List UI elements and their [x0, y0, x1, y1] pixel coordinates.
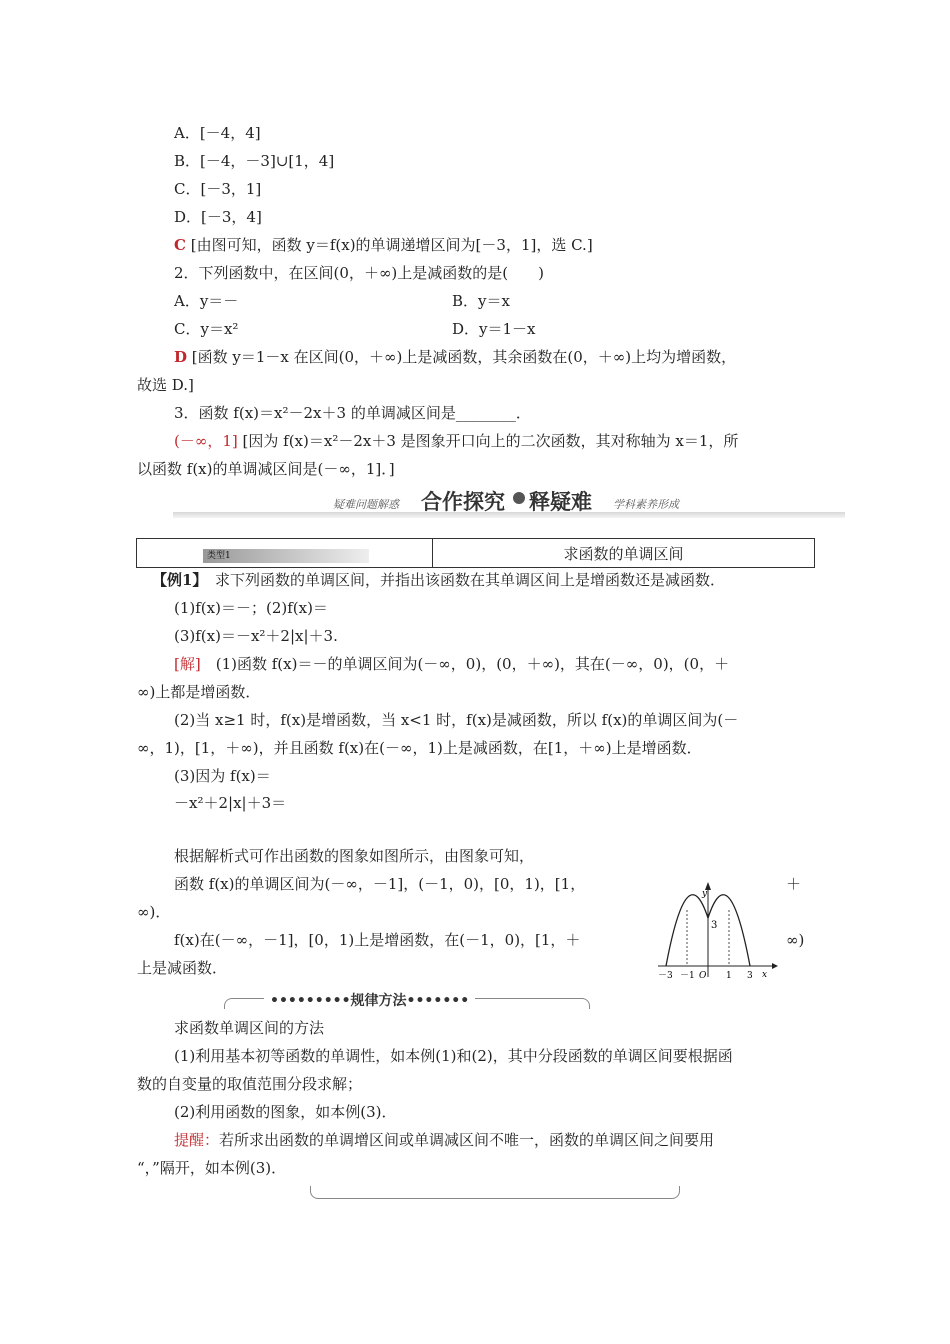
solution-3-expr: －x²＋2|x|＋3＝ [174, 794, 287, 812]
q3-answer [174, 431, 738, 451]
q2-option-d: D．y＝1－x [452, 320, 536, 338]
option-c: C．[－3，1] [174, 180, 262, 198]
solution-1-cont: ∞)上都是增函数． [137, 683, 261, 701]
q2-option-c: C．y＝x² [174, 320, 239, 338]
solution-2: (2)当 x≥1 时，f(x)是增函数，当 x<1 时，f(x)是减函数，所以 f(x)的单调区间为(－ [174, 711, 739, 729]
answer-text: [因为 f(x)＝x²－2x＋3 是图象开口向上的二次函数，其对称轴为 x＝1，所 [242, 432, 739, 450]
example-parts-12: (1)f(x)＝－；(2)f(x)＝ [174, 599, 328, 617]
example-stem [152, 570, 725, 590]
solution-2-cont: ∞，1)，[1，＋∞)，并且函数 f(x)在(－∞，1)上是减函数，在[1，＋∞)上是增函数． [137, 739, 702, 757]
q2-answer [174, 347, 736, 367]
label-neg1: －1 [680, 971, 695, 980]
q1-answer [174, 235, 593, 255]
tip-text: 若所求出函数的单调增区间或单调减区间不唯一，函数的单调区间之间要用 [219, 1131, 715, 1149]
banner-left-caption: 疑难问题解惑 [333, 498, 399, 511]
solution-3: (3)因为 f(x)＝ [174, 767, 271, 785]
section-banner [173, 486, 845, 524]
y-label: y [702, 889, 708, 899]
q2-option-a: A．y＝－ [174, 292, 239, 310]
banner-arrow-icon [513, 492, 525, 504]
example-text: 求下列函数的单调区间，并指出该函数在其单调区间上是增函数还是减函数． [199, 571, 725, 589]
answer-text: [函数 y＝1－x 在区间(0，＋∞)上是减函数，其余函数在(0，＋∞)上均为增函数， [191, 348, 737, 366]
option-a: A．[－4，4] [174, 124, 261, 142]
banner-right-caption: 学科素养形成 [613, 498, 679, 511]
answer-text: [由图可知，函数 y＝f(x)的单调递增区间为[－3，1]，选 C.] [190, 236, 593, 254]
solution-1-text: (1)函数 f(x)＝－的单调区间为(－∞，0)，(0，＋∞)，其在(－∞，0)，(0，＋ [200, 655, 730, 673]
type-tag: 类型1 [203, 549, 369, 563]
example-label: 【例1】 [152, 571, 200, 589]
solution-3-monotonic: f(x)在(－∞，－1]，[0，1)上是增函数，在(－1，0)，[1，＋ [174, 931, 581, 949]
q3-answer-cont: 以函数 f(x)的单调减区间是(－∞，1]．] [137, 460, 395, 478]
option-d: D．[－3，4] [174, 208, 262, 226]
banner-title-a: 合作探究 [421, 489, 505, 514]
method-tip [174, 1130, 714, 1150]
answer-red: (－∞，1] [174, 432, 238, 450]
type-table [136, 538, 815, 568]
method-title: •••••••••规律方法••••••• [264, 990, 475, 1010]
method-bottom-arc [310, 1186, 680, 1199]
solution-tag: [解] [174, 655, 201, 673]
answer-letter: C [174, 236, 186, 254]
label-neg3: －3 [658, 971, 673, 980]
q2-answer-cont: 故选 D.] [137, 376, 194, 394]
method-2: (2)利用函数的图象，如本例(3)． [174, 1103, 397, 1121]
solution-3-intervals-end: ＋ [786, 875, 802, 893]
tip-label: 提醒： [174, 1131, 220, 1149]
solution-3-monotonic-cont: 上是减函数． [137, 959, 228, 977]
q2-stem: 2．下列函数中，在区间(0，＋∞)上是减函数的是( ) [174, 264, 544, 282]
solution-3-intervals: 函数 f(x)的单调区间为(－∞，－1]，(－1，0)，[0，1)，[1， [174, 875, 586, 893]
method-1: (1)利用基本初等函数的单调性，如本例(1)和(2)，其中分段函数的单调区间要根据函 [174, 1047, 733, 1065]
x-label: x [762, 970, 768, 980]
method-header [224, 990, 590, 1008]
example-part-3: (3)f(x)＝－x²＋2|x|＋3. [174, 627, 338, 645]
label-1: 1 [726, 971, 732, 980]
method-tip-cont: “，”隔开，如本例(3)． [137, 1159, 287, 1177]
x-axis-arrow-icon [772, 963, 778, 969]
label-3: 3 [747, 971, 753, 980]
banner-bar [173, 512, 845, 518]
q2-option-b: B．y＝x [452, 292, 510, 310]
type-title: 求函数的单调区间 [433, 539, 815, 568]
answer-letter: D [174, 348, 188, 366]
q3-stem: 3．函数 f(x)＝x²－2x＋3 的单调减区间是________． [174, 404, 531, 422]
function-graph [654, 882, 778, 980]
type-tag-cell [137, 539, 433, 568]
solution-1 [174, 654, 729, 674]
method-intro: 求函数单调区间的方法 [174, 1019, 325, 1037]
label-3-top: 3 [711, 920, 718, 931]
solution-3-graph-intro: 根据解析式可作出函数的图象如图所示，由图象可知， [174, 847, 535, 865]
banner-title-b: 释疑难 [529, 489, 592, 514]
method-1-cont: 数的自变量的取值范围分段求解； [137, 1075, 363, 1093]
solution-3-intervals-cont: ∞)． [137, 903, 171, 921]
solution-3-monotonic-end: ∞) [786, 931, 805, 949]
label-origin: O [699, 971, 707, 980]
option-b: B．[－4，－3]∪[1，4] [174, 152, 335, 170]
